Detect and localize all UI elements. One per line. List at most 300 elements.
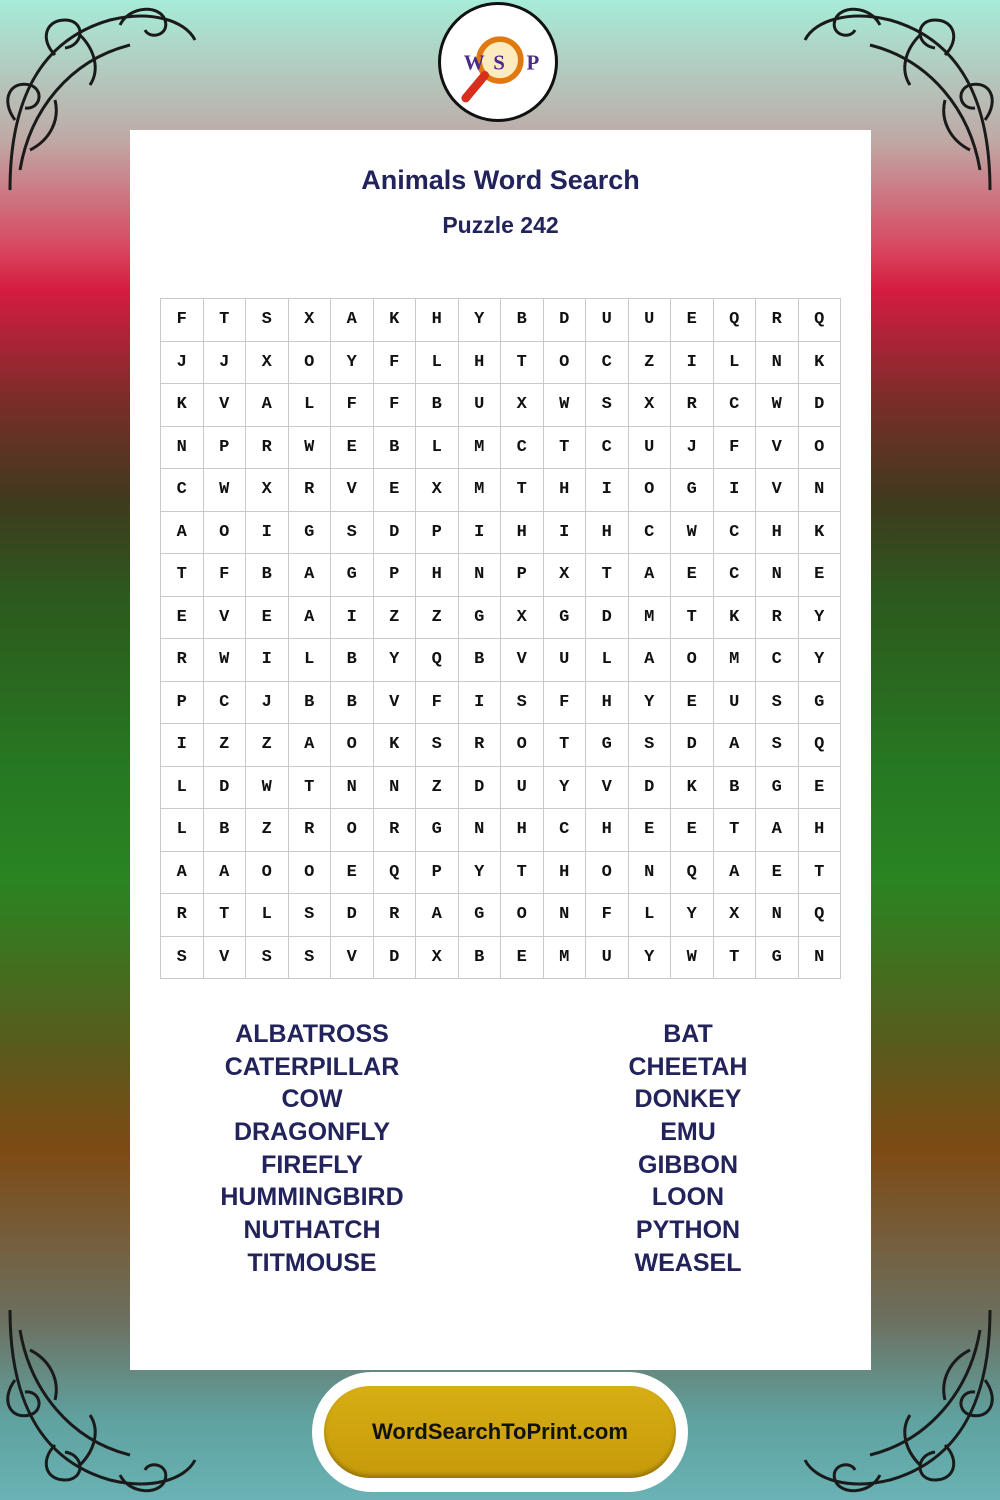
grid-cell[interactable]: Z	[246, 809, 289, 852]
word-item: BAT	[663, 1020, 713, 1048]
grid-cell[interactable]: H	[416, 554, 459, 597]
grid-cell[interactable]: R	[373, 809, 416, 852]
grid-cell[interactable]: H	[543, 851, 586, 894]
grid-cell[interactable]: A	[288, 596, 331, 639]
grid-cell[interactable]: Z	[628, 341, 671, 384]
grid-cell[interactable]: T	[203, 299, 246, 342]
grid-cell[interactable]: H	[501, 511, 544, 554]
grid-cell[interactable]: R	[161, 639, 204, 682]
grid-cell[interactable]: B	[458, 639, 501, 682]
grid-cell[interactable]: K	[713, 596, 756, 639]
grid-cell[interactable]: D	[543, 299, 586, 342]
grid-cell[interactable]: I	[246, 511, 289, 554]
grid-row	[161, 299, 841, 342]
grid-cell[interactable]: I	[458, 681, 501, 724]
grid-cell[interactable]: S	[161, 936, 204, 979]
word-list-left	[147, 1018, 477, 1280]
grid-cell[interactable]: T	[586, 554, 629, 597]
grid-cell[interactable]: S	[416, 724, 459, 767]
word-item: WEASEL	[634, 1248, 742, 1277]
grid-cell[interactable]: T	[671, 596, 714, 639]
grid-row	[161, 809, 841, 852]
grid-cell[interactable]: E	[246, 596, 289, 639]
grid-cell[interactable]: T	[798, 851, 841, 894]
grid-cell[interactable]: G	[756, 936, 799, 979]
grid-cell[interactable]: U	[501, 766, 544, 809]
grid-cell[interactable]: D	[373, 511, 416, 554]
grid-cell[interactable]: X	[416, 469, 459, 512]
word-item: LOON	[651, 1183, 725, 1212]
grid-cell[interactable]: V	[501, 639, 544, 682]
grid-cell[interactable]: P	[501, 554, 544, 597]
word-item: COW	[281, 1085, 343, 1114]
grid-cell[interactable]: T	[543, 426, 586, 469]
grid-cell[interactable]: V	[331, 469, 374, 512]
grid-cell[interactable]: B	[373, 426, 416, 469]
grid-cell[interactable]: T	[543, 724, 586, 767]
grid-cell[interactable]: I	[246, 639, 289, 682]
grid-cell[interactable]: C	[203, 681, 246, 724]
grid-cell[interactable]: B	[203, 809, 246, 852]
grid-cell[interactable]: M	[543, 936, 586, 979]
grid-cell[interactable]: M	[458, 426, 501, 469]
grid-cell[interactable]: G	[458, 894, 501, 937]
grid-cell[interactable]: Q	[798, 894, 841, 937]
grid-cell[interactable]: H	[416, 299, 459, 342]
grid-cell[interactable]: O	[331, 809, 374, 852]
grid-cell[interactable]: H	[586, 681, 629, 724]
grid-cell[interactable]: D	[331, 894, 374, 937]
grid-cell[interactable]: G	[756, 766, 799, 809]
grid-cell[interactable]: G	[458, 596, 501, 639]
grid-cell[interactable]: L	[713, 341, 756, 384]
grid-cell[interactable]: V	[586, 766, 629, 809]
grid-cell[interactable]: J	[246, 681, 289, 724]
grid-cell[interactable]: F	[416, 681, 459, 724]
grid-cell[interactable]: B	[458, 936, 501, 979]
grid-cell[interactable]: W	[246, 766, 289, 809]
grid-cell[interactable]: K	[373, 724, 416, 767]
grid-cell[interactable]: I	[458, 511, 501, 554]
grid-cell[interactable]: A	[246, 384, 289, 427]
grid-cell[interactable]: X	[416, 936, 459, 979]
grid-cell[interactable]: L	[288, 384, 331, 427]
grid-cell[interactable]: Y	[373, 639, 416, 682]
grid-cell[interactable]: S	[628, 724, 671, 767]
grid-cell[interactable]: X	[246, 341, 289, 384]
grid-cell[interactable]: P	[416, 511, 459, 554]
grid-cell[interactable]: E	[671, 554, 714, 597]
grid-row	[161, 766, 841, 809]
grid-cell[interactable]: N	[798, 936, 841, 979]
grid-cell[interactable]: A	[713, 724, 756, 767]
grid-cell[interactable]: E	[501, 936, 544, 979]
word-item: PYTHON	[635, 1216, 741, 1245]
grid-cell[interactable]: F	[331, 384, 374, 427]
grid-row	[161, 639, 841, 682]
grid-cell[interactable]: Q	[798, 299, 841, 342]
grid-cell[interactable]: L	[416, 426, 459, 469]
grid-row	[161, 426, 841, 469]
grid-cell[interactable]: O	[288, 851, 331, 894]
grid-cell[interactable]: A	[203, 851, 246, 894]
grid-cell[interactable]: I	[543, 511, 586, 554]
grid-cell[interactable]: O	[288, 341, 331, 384]
grid-cell[interactable]: A	[628, 639, 671, 682]
word-list-right	[523, 1018, 853, 1280]
grid-cell[interactable]: C	[713, 511, 756, 554]
grid-cell[interactable]: D	[458, 766, 501, 809]
grid-cell[interactable]: S	[586, 384, 629, 427]
grid-cell[interactable]: V	[203, 936, 246, 979]
grid-cell[interactable]: U	[713, 681, 756, 724]
grid-cell[interactable]: E	[798, 554, 841, 597]
grid-cell[interactable]: G	[586, 724, 629, 767]
grid-cell[interactable]: L	[416, 341, 459, 384]
grid-cell[interactable]: O	[203, 511, 246, 554]
grid-row	[161, 341, 841, 384]
grid-cell[interactable]: T	[713, 936, 756, 979]
grid-cell[interactable]: F	[373, 384, 416, 427]
grid-cell[interactable]: B	[331, 639, 374, 682]
grid-cell[interactable]: C	[586, 426, 629, 469]
grid-cell[interactable]: B	[246, 554, 289, 597]
grid-cell[interactable]: K	[161, 384, 204, 427]
grid-cell[interactable]: E	[331, 851, 374, 894]
grid-cell[interactable]: J	[203, 341, 246, 384]
grid-cell[interactable]: Q	[713, 299, 756, 342]
grid-cell[interactable]: W	[203, 469, 246, 512]
grid-cell[interactable]: T	[501, 341, 544, 384]
grid-cell[interactable]: B	[501, 299, 544, 342]
logo-letter-p: P	[526, 50, 540, 75]
grid-cell[interactable]: F	[161, 299, 204, 342]
grid-cell[interactable]: E	[628, 809, 671, 852]
grid-cell[interactable]: G	[543, 596, 586, 639]
grid-cell[interactable]: N	[543, 894, 586, 937]
grid-cell[interactable]: K	[798, 341, 841, 384]
grid-row	[161, 469, 841, 512]
grid-cell[interactable]: T	[713, 809, 756, 852]
grid-cell[interactable]: Y	[543, 766, 586, 809]
grid-cell[interactable]: E	[756, 851, 799, 894]
grid-cell[interactable]: N	[756, 894, 799, 937]
grid-cell[interactable]: L	[161, 809, 204, 852]
grid-cell[interactable]: R	[161, 894, 204, 937]
grid-cell[interactable]: J	[161, 341, 204, 384]
grid-cell[interactable]: U	[586, 299, 629, 342]
grid-cell[interactable]: N	[628, 851, 671, 894]
grid-cell[interactable]: V	[756, 426, 799, 469]
grid-cell[interactable]: I	[671, 341, 714, 384]
grid-cell[interactable]: W	[671, 511, 714, 554]
grid-cell[interactable]: S	[501, 681, 544, 724]
grid-cell[interactable]: A	[161, 851, 204, 894]
word-item: GIBBON	[638, 1150, 738, 1179]
grid-cell[interactable]: N	[798, 469, 841, 512]
grid-cell[interactable]: M	[628, 596, 671, 639]
grid-cell[interactable]: R	[671, 384, 714, 427]
word-item: HUMMINGBIRD	[220, 1183, 404, 1212]
grid-cell[interactable]: A	[288, 554, 331, 597]
grid-cell[interactable]: E	[373, 469, 416, 512]
grid-cell[interactable]: C	[713, 384, 756, 427]
grid-cell[interactable]: Y	[331, 341, 374, 384]
grid-cell[interactable]: S	[756, 724, 799, 767]
grid-cell[interactable]: I	[586, 469, 629, 512]
grid-cell[interactable]: F	[373, 341, 416, 384]
logo-letter-w: W	[463, 50, 485, 75]
grid-cell[interactable]: U	[586, 936, 629, 979]
grid-cell[interactable]: P	[416, 851, 459, 894]
grid-cell[interactable]: W	[203, 639, 246, 682]
grid-cell[interactable]: U	[628, 426, 671, 469]
word-item: CHEETAH	[628, 1052, 748, 1081]
grid-cell[interactable]: C	[501, 426, 544, 469]
grid-row	[161, 894, 841, 937]
grid-cell[interactable]: R	[246, 426, 289, 469]
grid-cell[interactable]: O	[586, 851, 629, 894]
grid-cell[interactable]: F	[543, 681, 586, 724]
grid-cell[interactable]: O	[331, 724, 374, 767]
grid-cell[interactable]: A	[416, 894, 459, 937]
grid-cell[interactable]: Z	[373, 596, 416, 639]
grid-cell[interactable]: C	[756, 639, 799, 682]
grid-cell[interactable]: H	[458, 341, 501, 384]
grid-cell[interactable]: N	[756, 554, 799, 597]
grid-cell[interactable]: T	[501, 851, 544, 894]
grid-cell[interactable]: F	[713, 426, 756, 469]
grid-cell[interactable]: N	[331, 766, 374, 809]
grid-cell[interactable]: N	[161, 426, 204, 469]
grid-cell[interactable]: R	[373, 894, 416, 937]
grid-cell[interactable]: S	[288, 936, 331, 979]
footer-pill	[312, 1372, 688, 1492]
grid-cell[interactable]: Q	[416, 639, 459, 682]
grid-cell[interactable]: M	[458, 469, 501, 512]
grid-cell[interactable]: R	[458, 724, 501, 767]
grid-cell[interactable]: E	[671, 681, 714, 724]
grid-cell[interactable]: H	[798, 809, 841, 852]
grid-cell[interactable]: Y	[458, 299, 501, 342]
grid-cell[interactable]: S	[756, 681, 799, 724]
word-item: FIREFLY	[261, 1150, 363, 1179]
grid-row	[161, 851, 841, 894]
grid-cell[interactable]: E	[331, 426, 374, 469]
grid-cell[interactable]: N	[458, 554, 501, 597]
grid-cell[interactable]: R	[756, 299, 799, 342]
grid-cell[interactable]: L	[586, 639, 629, 682]
grid-row	[161, 384, 841, 427]
grid-cell[interactable]: V	[756, 469, 799, 512]
magnifier-logo-icon	[441, 5, 555, 119]
grid-cell[interactable]: B	[416, 384, 459, 427]
grid-cell[interactable]: K	[798, 511, 841, 554]
grid-cell[interactable]: L	[288, 639, 331, 682]
grid-cell[interactable]: P	[161, 681, 204, 724]
grid-cell[interactable]: B	[331, 681, 374, 724]
grid-cell[interactable]: A	[713, 851, 756, 894]
grid-cell[interactable]: D	[373, 936, 416, 979]
word-item: NUTHATCH	[243, 1216, 381, 1245]
grid-cell[interactable]: X	[246, 469, 289, 512]
grid-cell[interactable]: R	[288, 469, 331, 512]
grid-cell[interactable]: E	[671, 299, 714, 342]
grid-cell[interactable]: C	[586, 341, 629, 384]
logo-letter-s: S	[493, 50, 505, 75]
grid-cell[interactable]: J	[671, 426, 714, 469]
grid-cell[interactable]: X	[501, 596, 544, 639]
site-logo[interactable]	[438, 2, 558, 122]
grid-cell[interactable]: I	[713, 469, 756, 512]
grid-row	[161, 554, 841, 597]
grid-cell[interactable]: K	[671, 766, 714, 809]
grid-cell[interactable]: W	[756, 384, 799, 427]
grid-cell[interactable]: M	[713, 639, 756, 682]
grid-cell[interactable]: N	[458, 809, 501, 852]
grid-cell[interactable]: P	[203, 426, 246, 469]
grid-cell[interactable]: O	[671, 639, 714, 682]
grid-cell[interactable]: Y	[671, 894, 714, 937]
grid-cell[interactable]: S	[331, 511, 374, 554]
grid-cell[interactable]: L	[246, 894, 289, 937]
grid-cell[interactable]: X	[628, 384, 671, 427]
grid-cell[interactable]: L	[628, 894, 671, 937]
word-item: TITMOUSE	[247, 1248, 377, 1277]
grid-cell[interactable]: D	[586, 596, 629, 639]
grid-cell[interactable]: G	[288, 511, 331, 554]
puzzle-subtitle: Puzzle 242	[442, 212, 559, 238]
grid-cell[interactable]: Z	[246, 724, 289, 767]
grid-cell[interactable]: D	[798, 384, 841, 427]
grid-cell[interactable]: G	[331, 554, 374, 597]
grid-row	[161, 936, 841, 979]
grid-cell[interactable]: G	[416, 809, 459, 852]
grid-cell[interactable]: U	[543, 639, 586, 682]
grid-cell[interactable]: I	[161, 724, 204, 767]
grid-cell[interactable]: C	[161, 469, 204, 512]
grid-cell[interactable]: O	[246, 851, 289, 894]
word-item: CATERPILLAR	[224, 1052, 400, 1081]
grid-row	[161, 511, 841, 554]
grid-cell[interactable]: O	[798, 426, 841, 469]
grid-cell[interactable]: Y	[458, 851, 501, 894]
grid-cell[interactable]: F	[203, 554, 246, 597]
grid-cell[interactable]: T	[161, 554, 204, 597]
word-item: DRAGONFLY	[233, 1118, 391, 1147]
grid-cell[interactable]: E	[161, 596, 204, 639]
grid-cell[interactable]: Q	[798, 724, 841, 767]
grid-cell[interactable]: R	[288, 809, 331, 852]
grid-cell[interactable]: H	[543, 469, 586, 512]
grid-cell[interactable]: Z	[416, 766, 459, 809]
grid-cell[interactable]: E	[798, 766, 841, 809]
grid-cell[interactable]: O	[543, 341, 586, 384]
grid-cell[interactable]: Y	[798, 596, 841, 639]
grid-cell[interactable]: B	[288, 681, 331, 724]
grid-cell[interactable]: I	[331, 596, 374, 639]
grid-row	[161, 681, 841, 724]
grid-cell[interactable]: A	[288, 724, 331, 767]
grid-cell[interactable]: V	[373, 681, 416, 724]
grid-cell[interactable]: O	[501, 894, 544, 937]
grid-cell[interactable]: C	[713, 554, 756, 597]
grid-cell[interactable]: U	[458, 384, 501, 427]
grid-cell[interactable]: S	[246, 936, 289, 979]
grid-cell[interactable]: A	[628, 554, 671, 597]
grid-cell[interactable]: X	[543, 554, 586, 597]
grid-row	[161, 724, 841, 767]
grid-cell[interactable]: A	[331, 299, 374, 342]
grid-cell[interactable]: V	[203, 596, 246, 639]
grid-cell[interactable]: V	[331, 936, 374, 979]
site-link-button[interactable]: WordSearchToPrint.com	[324, 1386, 676, 1478]
grid-cell[interactable]: O	[628, 469, 671, 512]
grid-cell[interactable]: N	[756, 341, 799, 384]
grid-cell[interactable]: H	[501, 809, 544, 852]
grid-cell[interactable]: N	[373, 766, 416, 809]
grid-cell[interactable]: W	[543, 384, 586, 427]
grid-cell[interactable]: R	[756, 596, 799, 639]
grid-cell[interactable]: F	[586, 894, 629, 937]
grid-cell[interactable]: Y	[798, 639, 841, 682]
grid-cell[interactable]: V	[203, 384, 246, 427]
grid-cell[interactable]: C	[543, 809, 586, 852]
grid-cell[interactable]: G	[671, 469, 714, 512]
grid-cell[interactable]: W	[288, 426, 331, 469]
grid-cell[interactable]: B	[713, 766, 756, 809]
word-item: DONKEY	[634, 1085, 742, 1114]
word-item: ALBATROSS	[235, 1020, 389, 1048]
grid-cell[interactable]: K	[373, 299, 416, 342]
word-item: EMU	[660, 1118, 716, 1147]
grid-cell[interactable]: U	[628, 299, 671, 342]
grid-cell[interactable]: L	[161, 766, 204, 809]
grid-cell[interactable]: D	[203, 766, 246, 809]
grid-cell[interactable]: X	[713, 894, 756, 937]
grid-cell[interactable]: O	[501, 724, 544, 767]
grid-cell[interactable]: Z	[203, 724, 246, 767]
grid-cell[interactable]: T	[288, 766, 331, 809]
grid-cell[interactable]: T	[203, 894, 246, 937]
grid-cell[interactable]: T	[501, 469, 544, 512]
grid-cell[interactable]: Y	[628, 681, 671, 724]
grid-cell[interactable]: D	[671, 724, 714, 767]
grid-cell[interactable]: H	[586, 809, 629, 852]
grid-row	[161, 596, 841, 639]
grid-cell[interactable]: X	[288, 299, 331, 342]
grid-cell[interactable]: G	[798, 681, 841, 724]
grid-cell[interactable]: A	[161, 511, 204, 554]
grid-cell[interactable]: Q	[671, 851, 714, 894]
grid-cell[interactable]: Q	[373, 851, 416, 894]
grid-cell[interactable]: S	[288, 894, 331, 937]
grid-cell[interactable]: D	[628, 766, 671, 809]
grid-cell[interactable]: P	[373, 554, 416, 597]
grid-cell[interactable]: Y	[628, 936, 671, 979]
grid-cell[interactable]: H	[586, 511, 629, 554]
grid-cell[interactable]: S	[246, 299, 289, 342]
grid-cell[interactable]: X	[501, 384, 544, 427]
grid-cell[interactable]: C	[628, 511, 671, 554]
grid-cell[interactable]: H	[756, 511, 799, 554]
puzzle-sheet	[130, 130, 871, 1370]
grid-cell[interactable]: E	[671, 809, 714, 852]
grid-cell[interactable]: W	[671, 936, 714, 979]
grid-cell[interactable]: Z	[416, 596, 459, 639]
grid-cell[interactable]: A	[756, 809, 799, 852]
letter-grid	[160, 298, 841, 979]
